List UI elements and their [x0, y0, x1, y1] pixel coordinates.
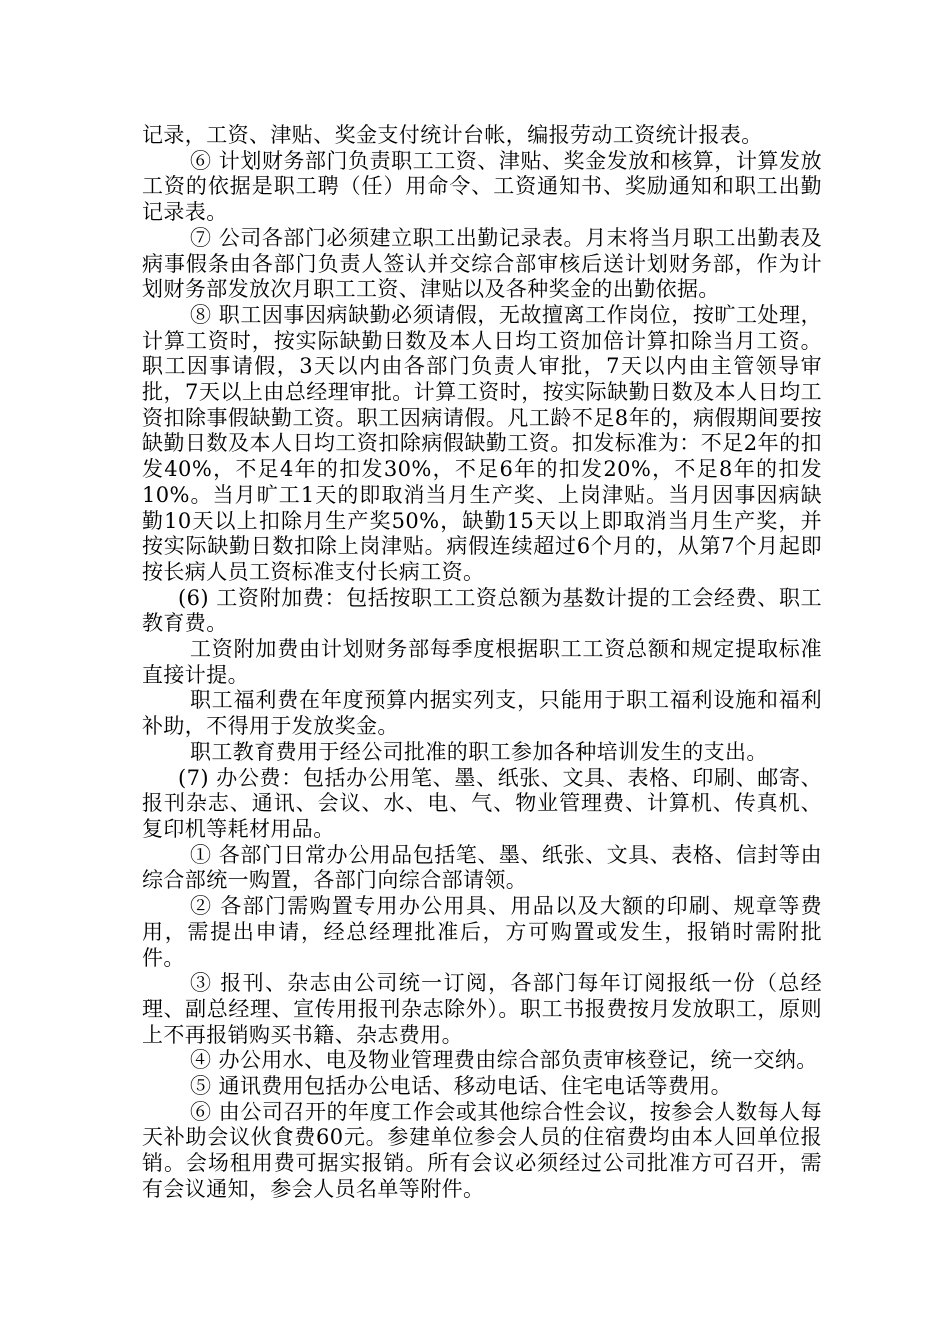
paragraph-5: (6) 工资附加费：包括按职工工资总额为基数计提的工会经费、职工教育费。 — [142, 585, 822, 636]
paragraph-2: ⑥ 计划财务部门负责职工工资、津贴、奖金发放和核算，计算发放工资的依据是职工聘（任）用命令、工资通知书、奖励通知和职工出勤记录表。 — [142, 148, 822, 225]
paragraph-8: 职工教育费用于经公司批准的职工参加各种培训发生的支出。 — [190, 739, 768, 764]
paragraph-10: ① 各部门日常办公用品包括笔、墨、纸张、文具、表格、信封等由综合部统一购置，各部门向综合部请领。 — [142, 842, 822, 893]
paragraph-12: ③ 报刊、杂志由公司统一订阅，各部门每年订阅报纸一份（总经理、副总经理、宣传用报刊杂志除外）。职工书报费按月发放职工，原则上不再报销购买书籍、杂志费用。 — [142, 971, 822, 1047]
paragraph-15: ⑥ 由公司召开的年度工作会或其他综合性会议，按参会人数每人每天补助会议伙食费60元。参建单位参会人员的住宿费均由本人回单位报销。会场租用费可据实报销。所有会议必须经过公司批准方可召开，需有会议通知，参会人员名单等附件。 — [142, 1099, 822, 1201]
paragraph-13: ④ 办公用水、电及物业管理费由综合部负责审核登记，统一交纳。 — [190, 1048, 818, 1073]
paragraph-7: 职工福利费在年度预算内据实列支，只能用于职工福利设施和福利补助，不得用于发放奖金。 — [142, 688, 822, 739]
paragraph-4: ⑧ 职工因事因病缺勤必须请假，无故擅离工作岗位，按旷工处理，计算工资时，按实际缺勤日数及本人日均工资加倍计算扣除当月工资。职工因事请假，3天以内由各部门负责人审批，7天以内由主管领导审批，7天以上由总经理审批。计算工资时，按实际缺勤日数及本人日均工资扣除事假缺勤工资。职工因病请假。凡工龄不足8年的，病假期间要按缺勤日数及本人日均工资扣除病假缺勤工资。扣发标准为：不足2年的扣发40%，不足4年的扣发30%，不足6年的扣发20%，不足8年的扣发10%。当月旷工1天的即取消当月生产奖、上岗津贴。当月因事因病缺勤10天以上扣除月生产奖50%，缺勤15天以上即取消当月生产奖，并按实际缺勤日数扣除上岗津贴。病假连续超过6个月的，从第7个月起即按长病人员工资标准支付长病工资。 — [142, 302, 822, 584]
paragraph-1: 记录，工资、津贴、奖金支付统计台帐，编报劳动工资统计报表。 — [142, 123, 763, 147]
paragraph-6: 工资附加费由计划财务部每季度根据职工工资总额和规定提取标准直接计提。 — [142, 637, 822, 687]
paragraph-3: ⑦ 公司各部门必须建立职工出勤记录表。月末将当月职工出勤表及病事假条由各部门负责人签认并交综合部审核后送计划财务部，作为计划财务部发放次月职工工资、津贴以及各种奖金的出勤依据。 — [142, 225, 822, 302]
paragraph-9: (7) 办公费：包括办公用笔、墨、纸张、文具、表格、印刷、邮寄、报刊杂志、通讯、会议、水、电、气、物业管理费、计算机、传真机、复印机等耗材用品。 — [142, 765, 822, 841]
paragraph-11: ② 各部门需购置专用办公用具、用品以及大额的印刷、规章等费用，需提出申请，经总经理批准后，方可购置或发生，报销时需附批件。 — [142, 894, 822, 970]
paragraph-14: ⑤ 通讯费用包括办公电话、移动电话、住宅电话等费用。 — [190, 1074, 733, 1099]
document-body — [142, 123, 822, 1203]
